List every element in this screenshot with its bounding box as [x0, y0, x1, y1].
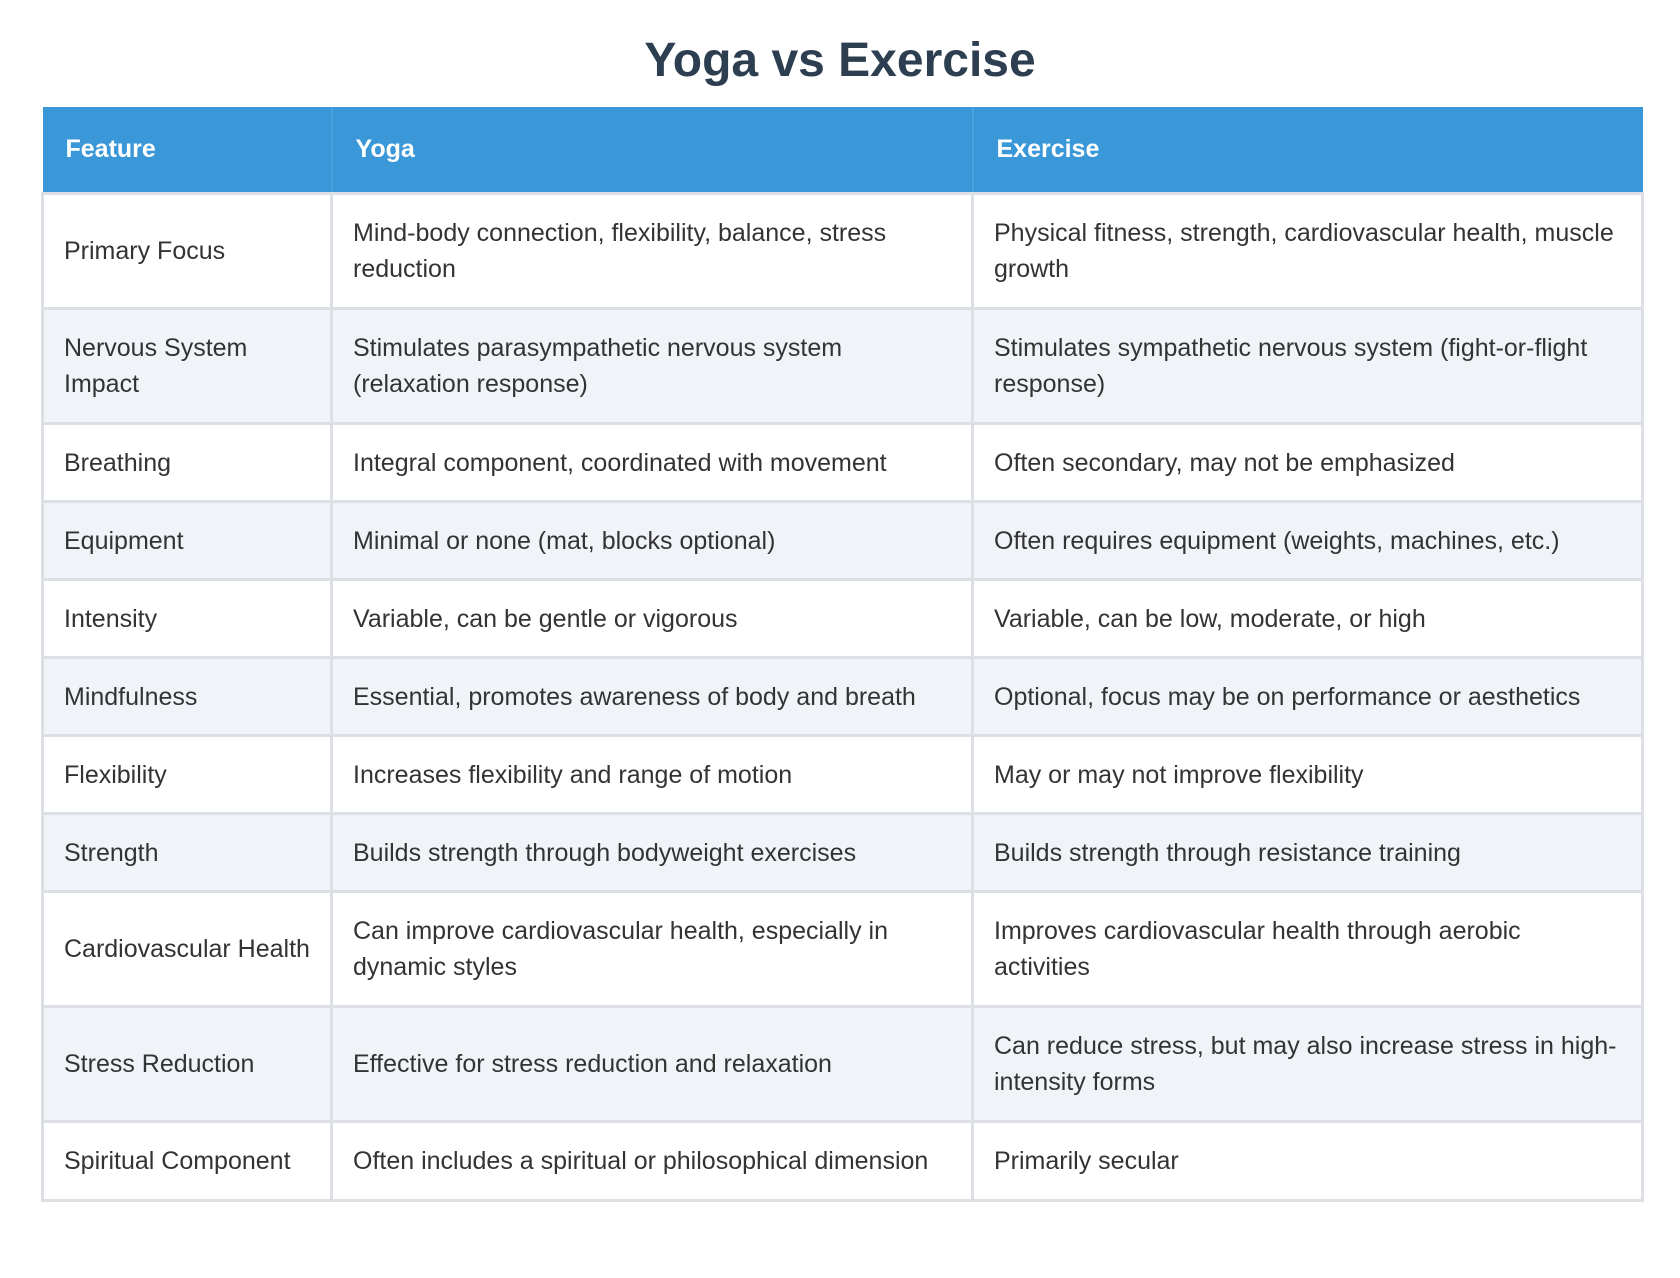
feature-cell: Strength — [43, 813, 332, 891]
page-title: Yoga vs Exercise — [644, 34, 1036, 87]
header-row — [43, 107, 1643, 193]
table-row — [43, 813, 1643, 891]
exercise-cell: Variable, can be low, moderate, or high — [973, 579, 1643, 657]
table-row — [43, 1006, 1643, 1121]
yoga-cell: Builds strength through bodyweight exercises — [332, 813, 973, 891]
feature-cell: Equipment — [43, 501, 332, 579]
feature-cell: Stress Reduction — [43, 1006, 332, 1121]
column-header-yoga: Yoga — [332, 107, 973, 193]
exercise-cell: Improves cardiovascular health through aerobic activities — [973, 891, 1643, 1006]
exercise-cell: Builds strength through resistance training — [973, 813, 1643, 891]
exercise-cell: May or may not improve flexibility — [973, 735, 1643, 813]
table-row — [43, 193, 1643, 308]
exercise-cell: Stimulates sympathetic nervous system (fight-or-flight response) — [973, 308, 1643, 423]
feature-cell: Nervous System Impact — [43, 308, 332, 423]
table-row — [43, 657, 1643, 735]
feature-cell: Intensity — [43, 579, 332, 657]
table-row — [43, 501, 1643, 579]
yoga-cell: Stimulates parasympathetic nervous system (relaxation response) — [332, 308, 973, 423]
exercise-cell: Often requires equipment (weights, machines, etc.) — [973, 501, 1643, 579]
feature-cell: Primary Focus — [43, 193, 332, 308]
yoga-cell: Mind-body connection, flexibility, balance, stress reduction — [332, 193, 973, 308]
table-row — [43, 891, 1643, 1006]
yoga-cell: Effective for stress reduction and relaxation — [332, 1006, 973, 1121]
exercise-cell: Primarily secular — [973, 1121, 1643, 1200]
yoga-cell: Variable, can be gentle or vigorous — [332, 579, 973, 657]
feature-cell: Breathing — [43, 423, 332, 501]
table-row — [43, 735, 1643, 813]
exercise-cell: Physical fitness, strength, cardiovascular health, muscle growth — [973, 193, 1643, 308]
yoga-cell: Often includes a spiritual or philosophical dimension — [332, 1121, 973, 1200]
yoga-cell: Minimal or none (mat, blocks optional) — [332, 501, 973, 579]
feature-cell: Spiritual Component — [43, 1121, 332, 1200]
column-header-feature: Feature — [43, 107, 332, 193]
table-row — [43, 579, 1643, 657]
table-row — [43, 308, 1643, 423]
feature-cell: Cardiovascular Health — [43, 891, 332, 1006]
yoga-cell: Can improve cardiovascular health, especially in dynamic styles — [332, 891, 973, 1006]
table-row — [43, 423, 1643, 501]
exercise-cell: Optional, focus may be on performance or aesthetics — [973, 657, 1643, 735]
comparison-table-container — [41, 107, 1641, 1202]
feature-cell: Mindfulness — [43, 657, 332, 735]
comparison-table — [41, 107, 1644, 1202]
feature-cell: Flexibility — [43, 735, 332, 813]
table-row — [43, 1121, 1643, 1200]
column-header-exercise: Exercise — [973, 107, 1643, 193]
exercise-cell: Can reduce stress, but may also increase stress in high-intensity forms — [973, 1006, 1643, 1121]
yoga-cell: Increases flexibility and range of motion — [332, 735, 973, 813]
yoga-cell: Essential, promotes awareness of body and breath — [332, 657, 973, 735]
table-body — [43, 193, 1643, 1200]
yoga-cell: Integral component, coordinated with movement — [332, 423, 973, 501]
exercise-cell: Often secondary, may not be emphasized — [973, 423, 1643, 501]
table-header — [43, 107, 1643, 193]
